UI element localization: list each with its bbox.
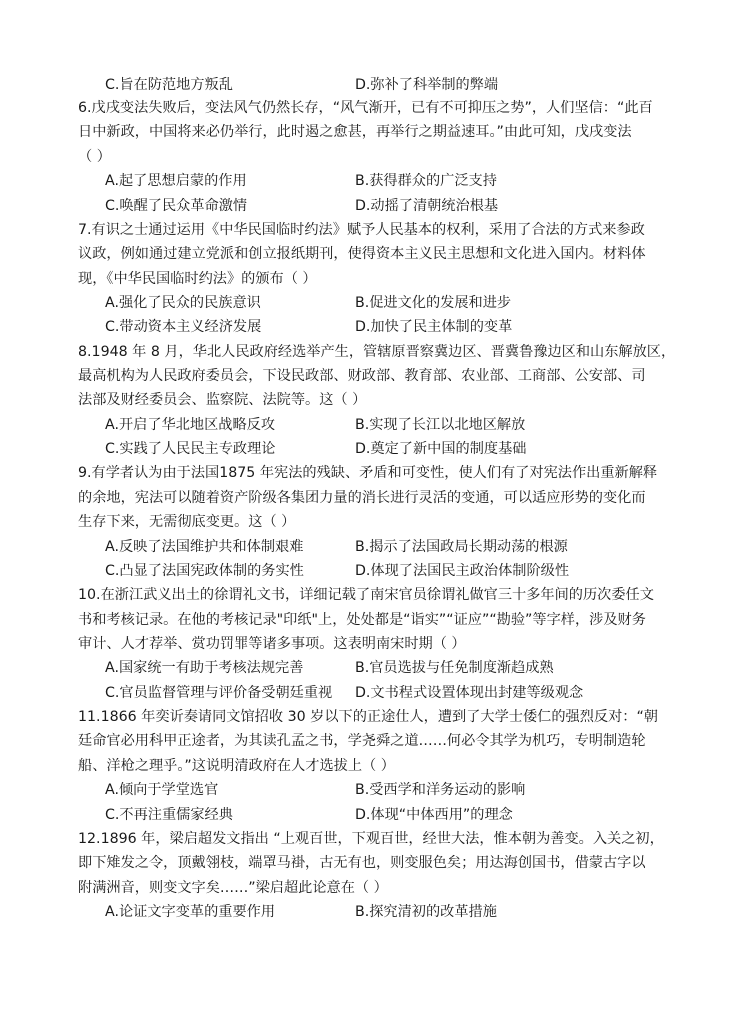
q12-option-a: A.论证文字变革的重要作用 (105, 904, 276, 920)
q7-option-c: C.带动资本主义经济发展 (105, 319, 262, 335)
q12-stem-line-1: 12.1896 年，梁启超发文指出 “上观百世，下观百世，经世大法，惟本朝为善变。入关之初， (78, 831, 664, 847)
q7-stem-line-3: 现，《中华民国临时约法》的颁布（ ） (78, 271, 317, 287)
q7-stem-line-1: 7.有识之士通过运用《中华民国临时约法》赋予人民基本的权利，采用了合法的方式来参政 (78, 222, 645, 238)
q9-stem-line-1: 9.有学者认为由于法国1875 年宪法的残缺、矛盾和可变性，使人们有了对宪法作出重新解释 (78, 465, 658, 481)
q7-option-a: A.强化了民众的民族意识 (105, 295, 261, 311)
q11-option-a: A.倾向于学堂选官 (105, 782, 219, 798)
q6-stem-line-3: （ ） (78, 149, 111, 165)
q7-option-b: B.促进文化的发展和进步 (355, 295, 512, 311)
q11-option-b: B.受西学和洋务运动的影响 (355, 782, 526, 798)
q8-option-d: D.奠定了新中国的制度基础 (355, 441, 527, 457)
q11-stem-line-2: 廷命官必用科甲正途者，为其读孔孟之书，学尧舜之道……何必令其学为机巧，专明制造轮 (78, 733, 646, 749)
q9-option-c: C.凸显了法国宪政体制的务实性 (105, 563, 304, 579)
q11-option-c: C.不再注重儒家经典 (105, 807, 233, 823)
q10-stem-line-3: 审计、人才荐举、赏功罚罪等诸多事项。这表明南宋时期（ ） (78, 636, 466, 652)
q6-option-c: C.唤醒了民众革命激情 (105, 198, 248, 214)
q6-option-a: A.起了思想启蒙的作用 (105, 173, 247, 189)
q7-option-d: D.加快了民主体制的变革 (355, 319, 513, 335)
q10-option-b: B.官员选拔与任免制度渐趋成熟 (355, 660, 554, 676)
q9-stem-line-2: 的余地，宪法可以随着资产阶级各集团力量的消长进行灵活的变通，可以适应形势的变化而 (78, 490, 646, 506)
q8-option-a: A.开启了华北地区战略反攻 (105, 417, 276, 433)
q5-option-d: D.弥补了科举制的弊端 (355, 77, 499, 93)
q9-option-b: B.揭示了法国政局长期动荡的根源 (355, 539, 568, 555)
q12-stem-line-2: 即下雉发之令，顶戴翎枝，端罩马褂，古无有也，则变服色矣；用达海创国书，借蒙古字以 (78, 855, 646, 871)
q12-option-b: B.探究清初的改革措施 (355, 904, 497, 920)
q8-stem-line-2: 最高机构为人民政府委员会，下设民政部、财政部、教育部、农业部、工商部、公安部、司 (78, 368, 646, 384)
q10-stem-line-2: 书和考核记录。在他的考核记录"印纸"上，处处都是“诣实”“证应”“勘验”等字样，涉及财务 (78, 612, 646, 628)
q8-option-b: B.实现了长江以北地区解放 (355, 417, 526, 433)
q11-stem-line-3: 船、洋枪之理乎。”这说明清政府在人才选拔上（ ） (78, 758, 395, 774)
q11-option-d: D.体现“中体西用”的理念 (355, 807, 513, 823)
q6-stem-line-1: 6.戊戌变法失败后，变法风气仍然长存，“风气渐开，已有不可抑压之势”，人们坚信：“此百 (78, 100, 653, 116)
q8-option-c: C.实践了人民民主专政理论 (105, 441, 276, 457)
q6-stem-line-2: 日中新政，中国将来必仍举行，此时遏之愈甚，再举行之期益速耳。”由此可知，戊戌变法 (78, 124, 632, 140)
q8-stem-line-3: 法部及财经委员会、监察院、法院等。这（ ） (78, 392, 367, 408)
q9-option-a: A.反映了法国维护共和体制艰难 (105, 539, 304, 555)
q9-stem-line-3: 生存下来，无需彻底变更。这（ ） (78, 514, 296, 530)
q12-stem-line-3: 附满洲音，则变文字矣……”梁启超此论意在（ ） (78, 880, 388, 896)
q10-option-a: A.国家统一有助于考核法规完善 (105, 660, 304, 676)
q11-stem-line-1: 11.1866 年奕䜣奏请同文馆招收 30 岁以下的正途仕人，遭到了大学士倭仁的强烈反对：“朝 (78, 709, 658, 725)
q8-stem-line-1: 8.1948 年 8 月，华北人民政府经选举产生，管辖原晋察冀边区、晋冀鲁豫边区和山东解放区， (78, 344, 676, 360)
q6-option-b: B.获得群众的广泛支持 (355, 173, 497, 189)
q7-stem-line-2: 议政，例如通过建立党派和创立报纸期刊，使得资本主义民主思想和文化进入国内。材料体 (78, 246, 646, 262)
q10-option-d: D.文书程式设置体现出封建等级观念 (355, 685, 584, 701)
q10-option-c: C.官员监督管理与评价备受朝廷重视 (105, 685, 333, 701)
q10-stem-line-1: 10.在浙江武义出土的徐谓礼文书，详细记载了南宋官员徐谓礼做官三十多年间的历次委任文 (78, 587, 654, 603)
q9-option-d: D.体现了法国民主政治体制阶级性 (355, 563, 570, 579)
q5-option-c: C.旨在防范地方叛乱 (105, 77, 233, 93)
q6-option-d: D.动摇了清朝统治根基 (355, 198, 499, 214)
